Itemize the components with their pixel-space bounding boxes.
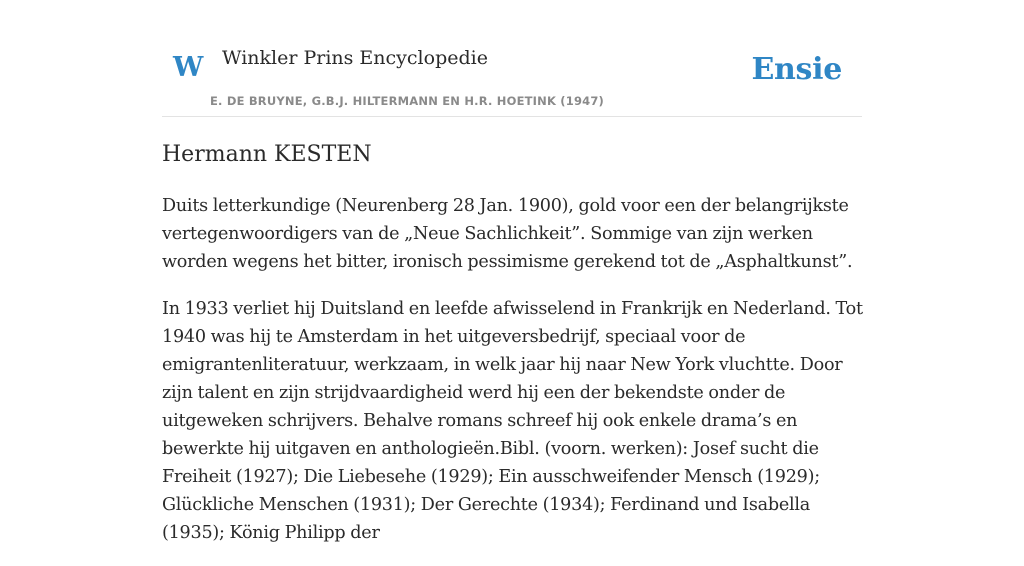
brand-logo-ensie[interactable]: Ensie bbox=[751, 52, 842, 87]
page bbox=[162, 0, 863, 543]
article-body bbox=[162, 192, 872, 566]
site-title-link[interactable]: Winkler Prins Encyclopedie bbox=[222, 47, 488, 69]
site-header bbox=[162, 0, 862, 117]
site-logo-w[interactable]: W bbox=[173, 52, 204, 83]
article-paragraph: Duits letterkundige (Neurenberg 28 Jan. 1900), gold voor een der belangrijkste vertegenwoordigers van de „Neue Sachlichkeit”. Sommige van zijn werken worden wegens het bitter, ironisch pessimisme gerekend tot de „Asphaltkunst”. bbox=[162, 196, 853, 272]
article-paragraph: In 1933 verliet hij Duitsland en leefde afwisselend in Frankrijk en Nederland. Tot 1940 was hij te Amsterdam in het uitgeversbedrijf, speciaal voor de emigrantenliteratuur, werkzaam, in welk jaar hij naar New York vluchtte. Door zijn talent en zijn strijdvaardigheid werd hij een der bekendste onder de uitgeweken schrijvers. Behalve romans schreef hij ook enkele drama’s en bewerkte hij uitgaven en anthologieën.Bibl. (voorn. werken): Josef sucht die Freiheit (1927); Die Liebesehe (1929); Ein ausschweifender Mensch (1929); Glückliche Menschen (1931); Der Gerechte (1934); Ferdinand und Isabella (1935); König Philipp der bbox=[162, 299, 863, 543]
site-subtitle: E. DE BRUYNE, G.B.J. HILTERMANN EN H.R. HOETINK (1947) bbox=[210, 94, 605, 108]
article-title: Hermann KESTEN bbox=[162, 142, 372, 167]
